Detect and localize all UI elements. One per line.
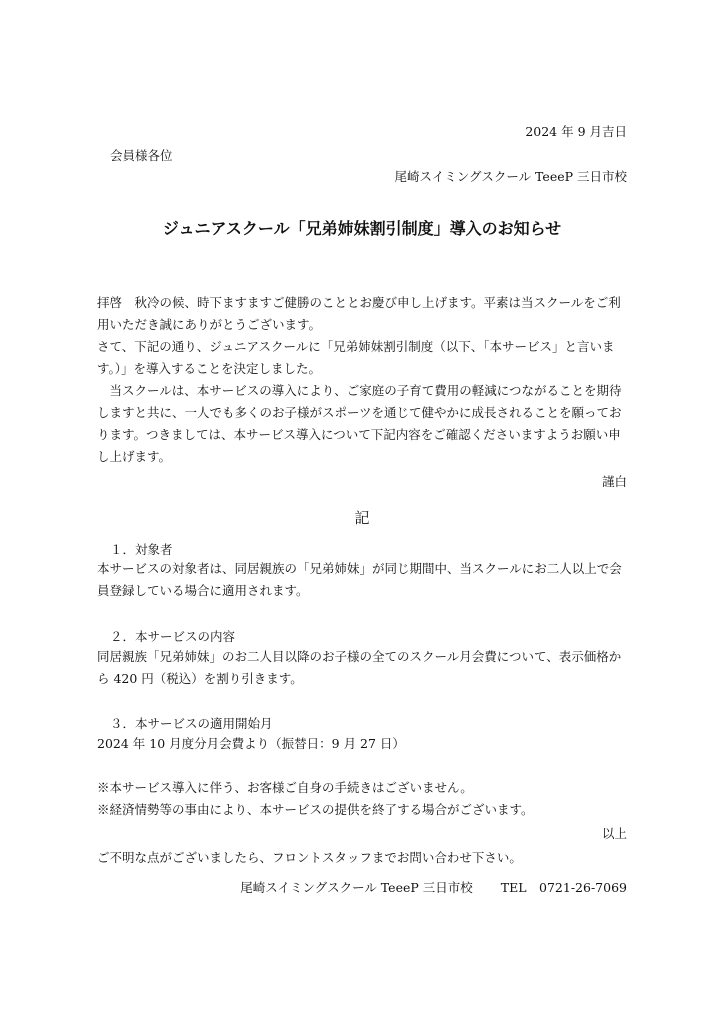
- section-1-body: 本サービスの対象者は、同居親族の「兄弟姉妹」が同じ期間中、当スクールにお二人以上で会員登録している場合に適用されます。: [97, 561, 622, 598]
- greeting-paragraph-3: 当スクールは、本サービスの導入により、ご家庭の子育て費用の軽減につながることを期待しますと共に、一人でも多くのお子様がスポーツを通じて健やかに成長されることを願っております。つきましては、本サービス導入について下記内容をご確認くださいますようお願い申し上げます。: [97, 383, 622, 464]
- closing-phrase: 謹白: [601, 474, 627, 489]
- greeting-paragraph-1: 拝啓 秋冷の候、時下ますますご健勝のこととお慶び申し上げます。平素は当スクールをご利用いただき誠にありがとうございます。: [97, 295, 621, 332]
- section-1-heading: １．対象者: [110, 542, 173, 557]
- inquiry-text: ご不明な点がございましたら、フロントスタッフまでお問い合わせ下さい。: [97, 850, 522, 865]
- recipient: 会員様各位: [110, 148, 173, 163]
- ijo-closing: 以上: [601, 826, 627, 841]
- note-2: ※経済情勢等の事由により、本サービスの提供を終了する場合がございます。: [97, 802, 534, 817]
- footer-school-name: 尾崎スイミングスクール TeeeP 三日市校: [240, 880, 473, 895]
- greeting-block: [97, 292, 631, 468]
- document-title: ジュニアスクール「兄弟姉妹割引制度」導入のお知らせ: [162, 219, 562, 238]
- footer-contact: [240, 878, 627, 896]
- notes-block: [97, 777, 631, 821]
- footer-phone: TEL 0721-26-7069: [500, 880, 627, 895]
- issue-date: 2024 年 9 月吉日: [525, 124, 627, 139]
- section-2-body: 同居親族「兄弟姉妹」のお二人目以降のお子様の全てのスクール月会費について、表示価格から 420 円（税込）を割り引きます。: [97, 649, 622, 686]
- greeting-paragraph-2: さて、下記の通り、ジュニアスクールに「兄弟姉妹割引制度（以下、「本サービス」と言います。）」を導入することを決定しました。: [97, 339, 615, 376]
- section-3-heading: ３．本サービスの適用開始月: [110, 716, 273, 731]
- note-1: ※本サービス導入に伴う、お客様ご自身の手続きはございません。: [97, 780, 473, 795]
- section-2-heading: ２．本サービスの内容: [110, 629, 236, 644]
- section-3-body: 2024 年 10 月度分月会費より（振替日：9 月 27 日）: [97, 736, 405, 751]
- ki-heading: 記: [354, 509, 370, 527]
- sender: 尾崎スイミングスクール TeeeP 三日市校: [394, 169, 627, 184]
